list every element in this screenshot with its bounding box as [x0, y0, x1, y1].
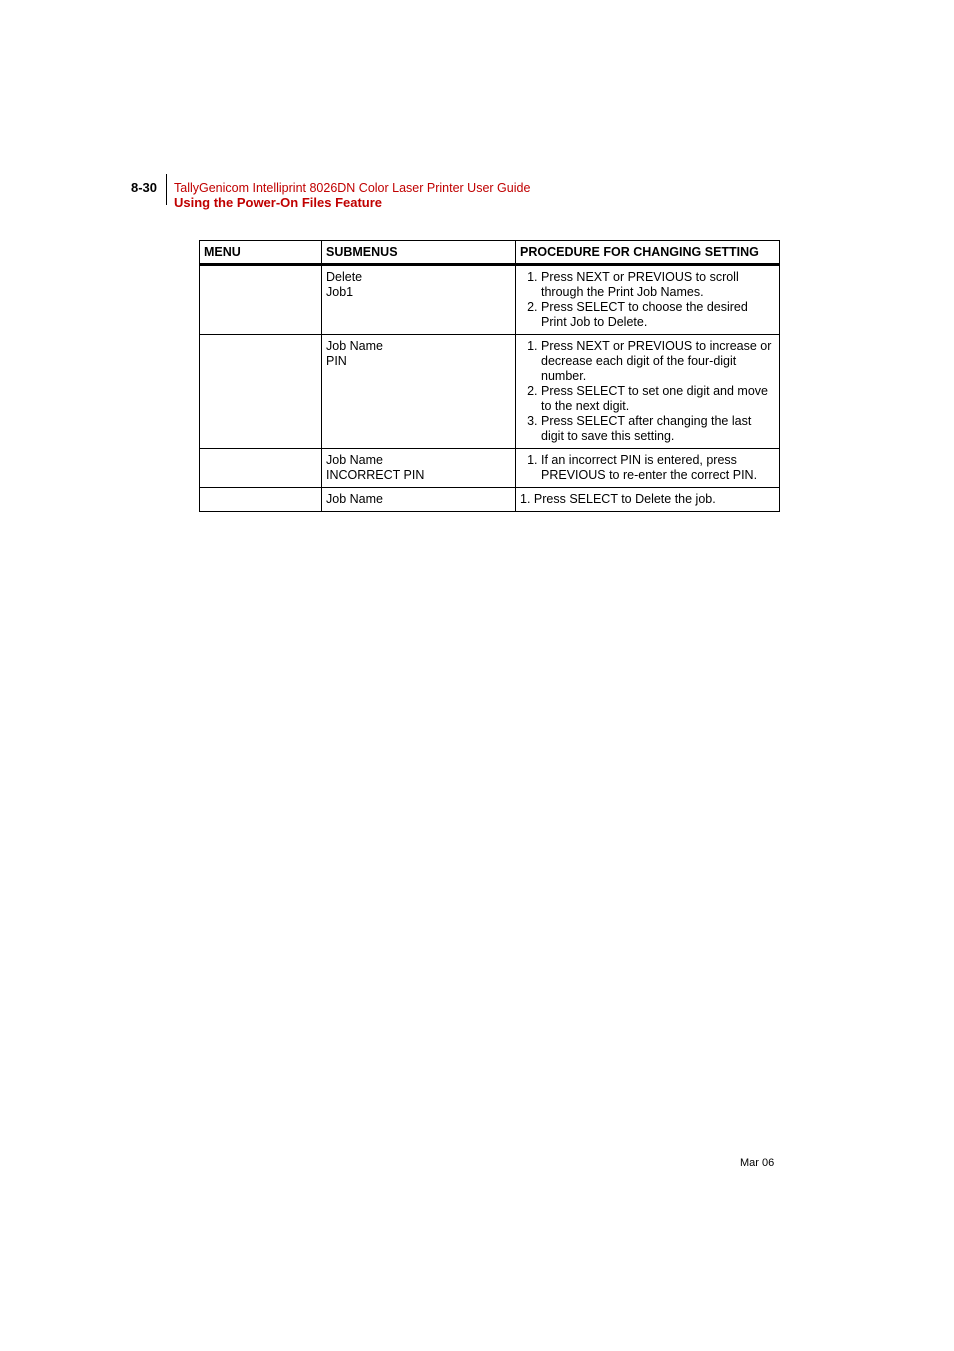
procedure-step: 1. Press SELECT to Delete the job.: [520, 492, 716, 506]
submenu-line: Job Name: [326, 492, 383, 506]
submenu-cell: [322, 449, 516, 488]
table-row: [200, 449, 780, 488]
procedure-step: 1. Press NEXT or PREVIOUS to scroll through the Print Job Names.: [541, 270, 775, 300]
table-row: [200, 265, 780, 335]
column-header-menu: MENU: [200, 241, 322, 265]
table-row: [200, 488, 780, 512]
procedure-step: 3. Press SELECT after changing the last digit to save this setting.: [541, 414, 775, 444]
submenu-line: Job Name: [326, 339, 383, 353]
menu-cell: [200, 265, 322, 335]
menu-cell: [200, 335, 322, 449]
submenu-line: PIN: [326, 354, 347, 368]
submenu-line: INCORRECT PIN: [326, 468, 425, 482]
submenu-cell: [322, 488, 516, 512]
footer-date: Mar 06: [740, 1157, 775, 1169]
procedure-cell: [516, 265, 780, 335]
menu-cell: [200, 449, 322, 488]
submenu-cell: [322, 265, 516, 335]
settings-table: [199, 240, 780, 512]
menu-cell: [200, 488, 322, 512]
submenu-cell: [322, 335, 516, 449]
column-header-procedure: PROCEDURE FOR CHANGING SETTING: [516, 241, 780, 265]
document-title: TallyGenicom Intelliprint 8026DN Color Laser Printer User Guide: [174, 181, 531, 195]
procedure-steps: [520, 453, 775, 483]
page-number: 8-30: [131, 180, 158, 195]
procedure-step: 2. Press SELECT to set one digit and move to the next digit.: [541, 384, 775, 414]
procedure-step: 1. If an incorrect PIN is entered, press PREVIOUS to re-enter the correct PIN.: [541, 453, 775, 483]
table-header-row: [200, 241, 780, 265]
section-title: Using the Power-On Files Feature: [174, 195, 383, 210]
submenu-line: Delete: [326, 270, 363, 284]
submenu-line: Job Name: [326, 453, 383, 467]
submenu-line: Job1: [326, 285, 354, 299]
procedure-cell: [516, 449, 780, 488]
procedure-steps: [520, 270, 775, 330]
header-divider: [166, 174, 167, 205]
procedure-cell: [516, 488, 780, 512]
procedure-step: 2. Press SELECT to choose the desired Print Job to Delete.: [541, 300, 775, 330]
column-header-submenus: SUBMENUS: [322, 241, 516, 265]
table-row: [200, 335, 780, 449]
procedure-steps: [520, 339, 775, 444]
procedure-cell: [516, 335, 780, 449]
procedure-step: 1. Press NEXT or PREVIOUS to increase or decrease each digit of the four-digit number.: [541, 339, 775, 384]
